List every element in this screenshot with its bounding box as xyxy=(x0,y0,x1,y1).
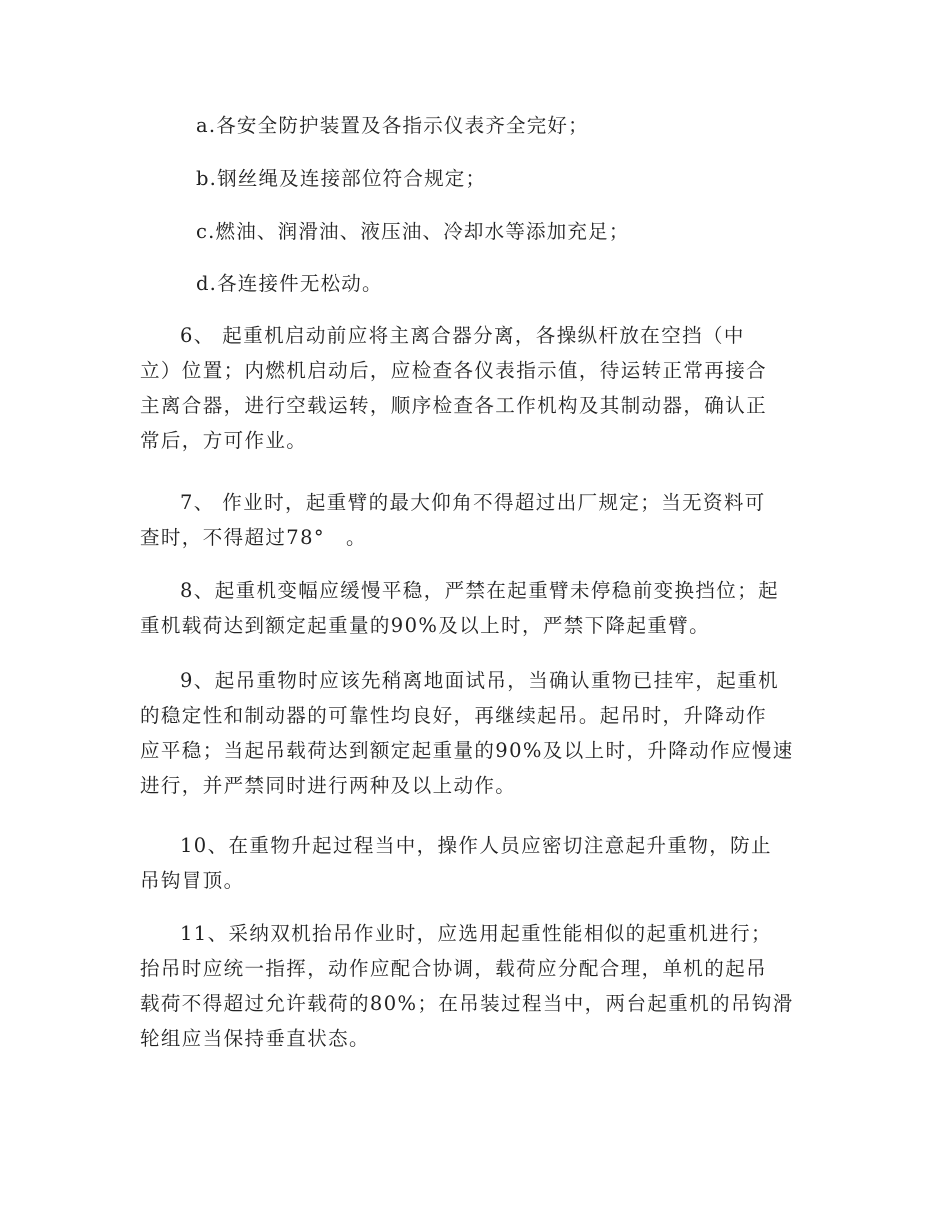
sub-item-c: c.燃油、润滑油、液压油、冷却水等添加充足； xyxy=(196,220,630,243)
sub-item-b: b.钢丝绳及连接部位符合规定； xyxy=(196,167,487,190)
paragraph-9: 9、起吊重物时应该先稍离地面试吊，当确认重物已挂牢，起重机 的稳定性和制动器的可靠性均良好，再继续起吊。起吊时，升降动作 应平稳；当起吊载荷达到额定起重量的90%及以上时，升降动作应慢速 进行，并严禁同时进行两种及以上动作。 xyxy=(140,669,794,797)
paragraph-6: 6、 起重机启动前应将主离合器分离，各操纵杆放在空挡（中 立）位置；内燃机启动后，应检查各仪表指示值，待运转正常再接合 主离合器，进行空载运转，顺序检查各工作机构及其制动器，确认正 常后，方可作业。 xyxy=(140,324,768,452)
paragraph-7: 7、 作业时，起重臂的最大仰角不得超过出厂规定；当无资料可 查时，不得超过78° 。 xyxy=(140,491,766,549)
paragraph-8: 8、起重机变幅应缓慢平稳，严禁在起重臂未停稳前变换挡位；起 重机载荷达到额定起重量的90%及以上时，严禁下降起重臂。 xyxy=(140,579,780,637)
sub-item-d: d.各连接件无松动。 xyxy=(196,272,383,295)
paragraph-10: 10、在重物升起过程当中，操作人员应密切注意起升重物，防止 吊钩冒顶。 xyxy=(140,834,772,892)
sub-item-a: a.各安全防护装置及各指示仪表齐全完好； xyxy=(196,114,589,137)
paragraph-11: 11、采纳双机抬吊作业时，应选用起重性能相似的起重机进行； 抬吊时应统一指挥，动作应配合协调，载荷应分配合理，单机的起吊 载荷不得超过允许载荷的80%；在吊装过程当中，两台起重机的吊钩滑 轮组应当保持垂直状态。 xyxy=(140,922,794,1050)
